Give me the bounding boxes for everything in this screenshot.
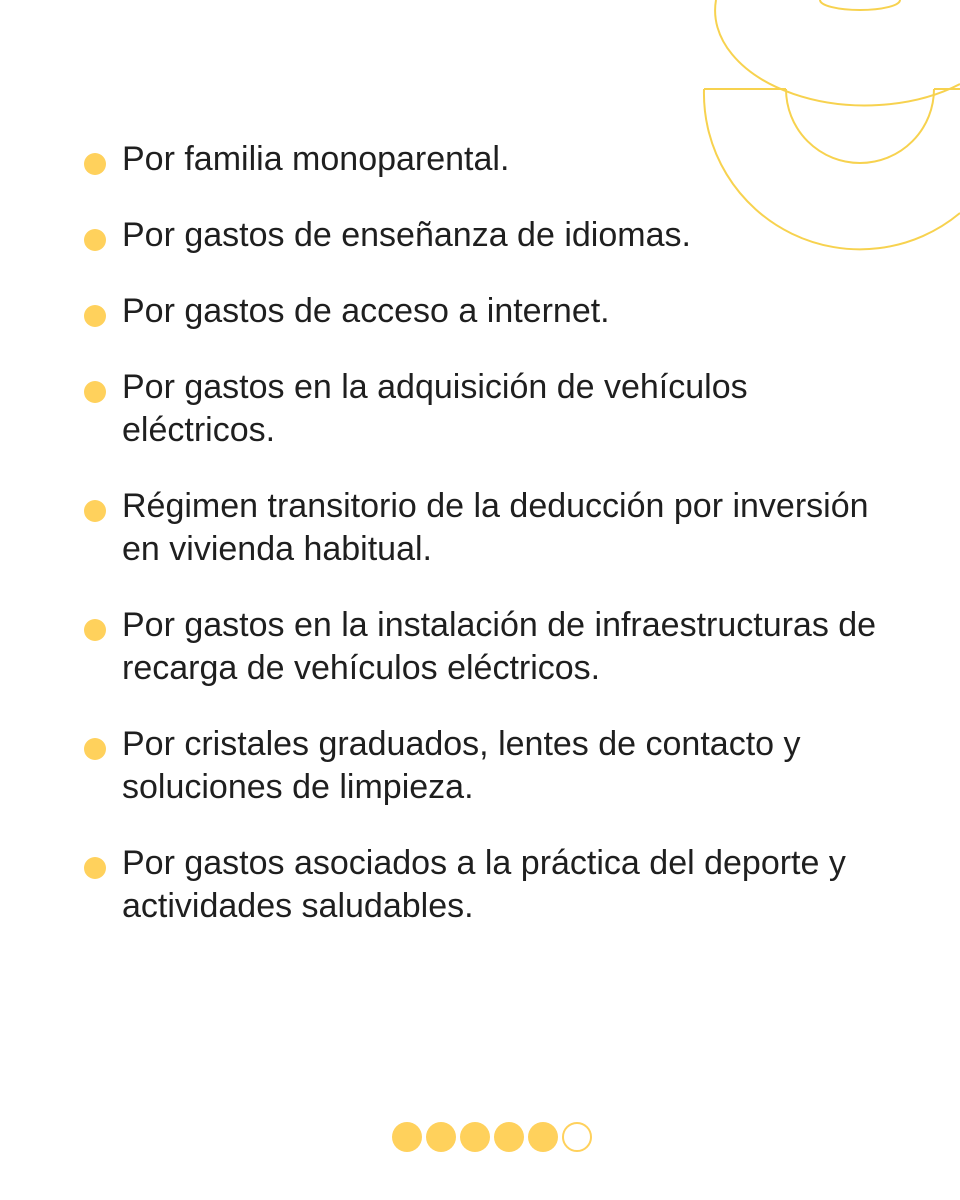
pagination-dots bbox=[392, 1122, 592, 1154]
top-small-arc bbox=[820, 0, 900, 10]
list-item-text: Régimen transitorio de la deducción por inversión en vivienda habitual. bbox=[122, 487, 869, 568]
bullet-dot-icon bbox=[84, 381, 106, 403]
bullet-dot-icon bbox=[84, 738, 106, 760]
list-item-text: Por gastos de enseñanza de idiomas. bbox=[122, 216, 691, 254]
list-item bbox=[82, 366, 902, 452]
bullet-dot-icon bbox=[84, 619, 106, 641]
bullet-dot-icon bbox=[84, 153, 106, 175]
list-item bbox=[82, 214, 902, 257]
list-item bbox=[82, 485, 902, 571]
deduction-list bbox=[82, 138, 902, 961]
list-item bbox=[82, 604, 902, 690]
list-item bbox=[82, 723, 902, 809]
list-item-text: Por gastos de acceso a internet. bbox=[122, 292, 610, 330]
page-dot-current[interactable] bbox=[562, 1122, 592, 1152]
bullet-dot-icon bbox=[84, 500, 106, 522]
list-item-text: Por gastos asociados a la práctica del deporte y actividades saludables. bbox=[122, 844, 846, 925]
bullet-dot-icon bbox=[84, 229, 106, 251]
list-item bbox=[82, 842, 902, 928]
page-dot-filled[interactable] bbox=[392, 1122, 422, 1152]
list-item-text: Por cristales graduados, lentes de contacto y soluciones de limpieza. bbox=[122, 725, 801, 806]
list-item-text: Por gastos en la instalación de infraestructuras de recarga de vehículos eléctricos. bbox=[122, 606, 877, 687]
list-item-text: Por familia monoparental. bbox=[122, 140, 510, 178]
page-dot-filled[interactable] bbox=[426, 1122, 456, 1152]
bullet-dot-icon bbox=[84, 305, 106, 327]
list-item bbox=[82, 138, 902, 181]
list-item-text: Por gastos en la adquisición de vehículos eléctricos. bbox=[122, 368, 748, 449]
bullet-dot-icon bbox=[84, 857, 106, 879]
page-dot-filled[interactable] bbox=[528, 1122, 558, 1152]
page-dot-filled[interactable] bbox=[460, 1122, 490, 1152]
list-item bbox=[82, 290, 902, 333]
page-dot-filled[interactable] bbox=[494, 1122, 524, 1152]
